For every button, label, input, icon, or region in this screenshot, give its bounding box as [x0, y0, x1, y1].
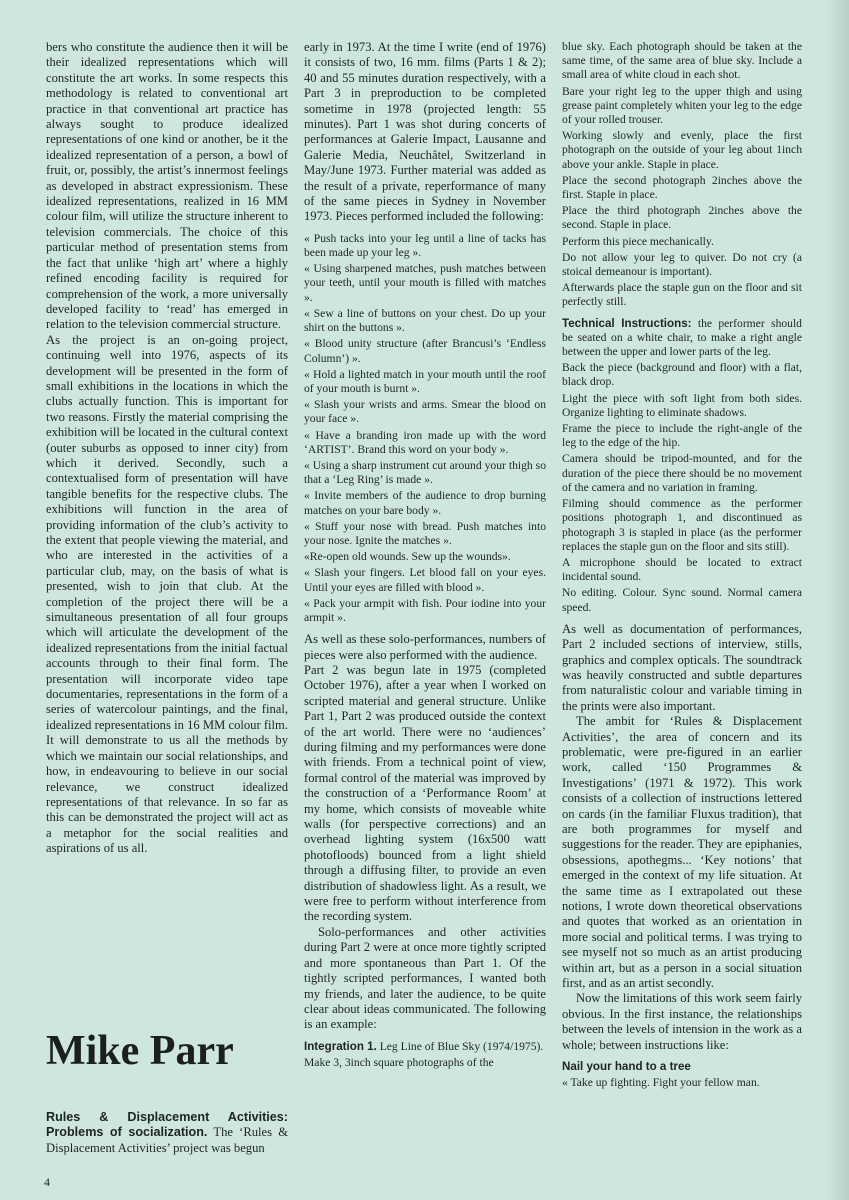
instruction-line: Perform this piece mechanically.	[562, 234, 714, 248]
integration-heading	[304, 1040, 546, 1054]
col2-paragraph: As well as these solo-performances, numbers of pieces were also performed with the audience.	[304, 632, 546, 662]
technical-intro-text: the performer should be seated on a white chair, to make a right angle between the upper and lower parts of the leg.	[562, 316, 802, 359]
col1-paragraph: As the project is an on-going project, continuing well into 1976, aspects of its development will be presented in the form of small exhibitions in the locations in which the clubs actually function. This is important for two reasons. Firstly the material comprising the exhibition will be located in the cultural context (outer suburbs as opposed to inner city) from which it derived. Secondly, such a contextualised form of presentation will have tangible benefits for the respective clubs. The exhibitions will function in the area of providing information of the club’s activity to the extent that people viewing the material, and who are interested in the activities of a particular club, may, on the basis of what is presented, wish to join that club. At the completion of the project there will be a simultaneous presentation of all four groups which will articulate the development of the idealized representations from the initial factual accounts through to their final form. The presentation will incorporate video tape documentaries, representations in the form of a series of watercolour paintings, and the final, idealized representations in 16 MM colour film. It will demonstrate to us all the methods by which we maintain our social relationships, and how, in endeavouring to believe in our social relevance, we construct idealized representations of that relevance. In so far as this can be demonstrated the project will act as a metaphor for the social realities and aspirations of us all.	[46, 332, 288, 856]
column-1	[46, 40, 288, 857]
technical-line: Filming should commence as the performer positions photograph 1, and discontinued as photograph 3 is stapled in place (as the performer replaces the staple gun on the floor and sits still).	[562, 497, 802, 553]
performance-item: « Blood unity structure (after Brancusi’s ‘Endless Column’) ».	[304, 337, 546, 365]
performance-item: « Slash your fingers. Let blood fall on your eyes. Until your eyes are filled with blood ».	[304, 566, 546, 594]
instruction-line: Working slowly and evenly, place the first photograph on the outside of your leg about 1inch above your ankle. Staple in place.	[562, 129, 802, 171]
col2-paragraph: Part 2 was begun late in 1975 (completed October 1976), after a year when I worked on scripted material and general structure. Unlike Part 1, Part 2 was produced outside the context of the art world. There were no ‘audiences’ during filming and my performances were done with friends. From a technical point of view, formal control of the material was improved by the construction of a ‘Performance Room’ at my home, which consists of moveable white walls (for perspective corrections) and an overhead lighting system (16x500 watt photofloods) bounced from a light shield through a diffusing filter, to provide an even distribution of shadowless light. As a result, we were free to perform without interference from the recording system.	[304, 662, 546, 924]
instruction-line: blue sky. Each photograph should be taken at the same time, of the same area of blue sky. Include a small area of white cloud in each shot.	[562, 40, 802, 82]
col2-paragraph: early in 1973. At the time I write (end of 1976) it consists of two, 16 mm. films (Parts 1 & 2); 40 and 55 minutes duration respectively, with a Part 3 in preproduction to be completed sometime in 1978 (projected length: 55 minutes). Part 1 was shot during concerts of performances at Galerie Impact, Lausanne and Galerie Media, Neuchâtel, Switzerland in May/June 1973. Further material was added as the result of a private, reperformance of many of the same pieces in Sydney in November 1973. Pieces performed included the following:	[304, 40, 546, 224]
instruction-line: Bare your right leg to the upper thigh and using grease paint completely whiten your leg to the edge of your rolled trouser.	[562, 84, 802, 127]
technical-line: Frame the piece to include the right-angle of the leg to the edge of the hip.	[562, 422, 802, 450]
col1-paragraph: bers who constitute the audience then it will be their idealized representations which will constitute the art works. In some respects this methodology is related to conventional art practice in that conventional art practice has always sought to produce idealized representations of one kind or another, be it the idealized representation of a person, a bowl of fruit, or, possibly, the artist’s innermost feelings as developed in abstract expressionism. These idealized representations, realized in 16 MM colour film, will utilize the structure inherent to television commercials. The choice of this particular method of presentation stems from the fact that unlike ‘high art’ where a highly refined encoding facility is required for comprehension of the work, a more universally developed facility to ‘read’ has emerged in relation to the television commercial structure.	[46, 40, 288, 332]
col3-paragraph: Now the limitations of this work seem fairly obvious. In the first instance, the relationships between the levels of intension in the work as a whole; between instructions like:	[562, 991, 802, 1052]
performance-item: « Hold a lighted match in your mouth until the roof of your mouth is burnt ».	[304, 367, 546, 395]
instruction-line: Afterwards place the staple gun on the floor and sit perfectly still.	[562, 281, 802, 309]
author-heading: Mike Parr	[46, 1028, 234, 1074]
performance-list	[304, 232, 546, 625]
performance-item: « Using sharpened matches, push matches between your teeth, until your mouth is filled with matches ».	[304, 262, 546, 304]
technical-line: Camera should be tripod-mounted, and for the duration of the piece there should be no movement of the camera and no variation in framing.	[562, 452, 802, 494]
page-edge-shadow	[825, 0, 849, 1200]
technical-line: Back the piece (background and floor) with a flat, black drop.	[562, 361, 802, 389]
intro-paragraph	[46, 1110, 288, 1156]
technical-line: A microphone should be located to extract incidental sound.	[562, 555, 802, 584]
instruction-list	[562, 40, 802, 310]
col3-paragraph: The ambit for ‘Rules & Displacement Activities’, the area of concern and its problematic, were pre-figured in an earlier work, called ‘150 Programmes & Investigations’ (1971 & 1972). This work consists of a collection of instructions lettered on cards (in the familiar Fluxus tradition), that are both programmes for myself and suggestions for the reader. They are epiphanies, obsessions, apothegms... ‘Key notions’ that emerged in the context of my life situation. At the same time as I extrapolated out these notions, I wrote down theoretical observations and quotes that worked as an orientation in more social and political terms. I was trying to see myself not so much as an artist producing within art, but as a person in a social situation first, and as an artist secondly.	[562, 714, 802, 991]
column-2	[304, 40, 546, 1070]
intro-title: Rules & Displacement Activities: Problems of socialization.	[46, 1110, 288, 1140]
technical-label: Technical Instructions:	[562, 316, 692, 330]
col3-paragraph: As well as documentation of performances, Part 2 included sections of interview, stills, graphics and complex opticals. The soundtrack was heavily constructed and subtle departures from naturalistic colour and variable timing in the prints were also important.	[562, 621, 802, 713]
technical-intro	[562, 317, 802, 360]
performance-item: « Invite members of the audience to drop burning matches on your bare body ».	[304, 489, 546, 517]
intro-text: The ‘Rules & Displacement Activities’ project was begun	[46, 1125, 288, 1155]
performance-item: « Pack your armpit with fish. Pour iodine into your armpit ».	[304, 596, 546, 624]
instruction-line: Place the second photograph 2inches above the first. Staple in place.	[562, 173, 802, 202]
col2-paragraph: Solo-performances and other activities during Part 2 were at once more tightly scripted and more spontaneous than Part 1. Of the tightly scripted performances, I wanted both my friends, and later the audience, to be quite clear about ideas communicated. The following is an example:	[304, 924, 546, 1032]
col2-paragraph: Make 3, 3inch square photographs of the	[304, 1055, 494, 1069]
technical-line: Light the piece with soft light from both sides. Organize lighting to eliminate shadows.	[562, 391, 802, 419]
page-number: 4	[44, 1175, 50, 1189]
integration-label: Integration 1.	[304, 1039, 377, 1053]
performance-item: « Push tacks into your leg until a line of tacks has been made up your leg ».	[304, 231, 546, 260]
technical-line: No editing. Colour. Sync sound. Normal camera speed.	[562, 586, 802, 614]
performance-item: « Stuff your nose with bread. Push matches into your nose. Ignite the matches ».	[304, 519, 546, 547]
performance-item: « Slash your wrists and arms. Smear the blood on your face ».	[304, 398, 546, 426]
nail-label: Nail your hand to a tree	[562, 1060, 691, 1074]
column-3	[562, 40, 802, 1091]
performance-item: «Re-open old wounds. Sew up the wounds».	[304, 550, 511, 564]
performance-item: « Have a branding iron made up with the word ‘ARTIST’. Brand this word on your body ».	[304, 428, 546, 456]
instruction-line: Place the third photograph 2inches above the second. Staple in place.	[562, 204, 802, 232]
integration-title: Leg Line of Blue Sky (1974/1975).	[376, 1039, 544, 1053]
instruction-line: Do not allow your leg to quiver. Do not cry (a stoical demeanour is important).	[562, 250, 802, 279]
col3-last-line: « Take up fighting. Fight your fellow man.	[562, 1076, 760, 1090]
nail-heading	[562, 1060, 802, 1074]
technical-instructions	[562, 317, 802, 615]
performance-item: « Using a sharp instrument cut around your thigh so that a ‘Leg Ring’ is made ».	[304, 458, 546, 487]
performance-item: « Sew a line of buttons on your chest. Do up your shirt on the buttons ».	[304, 306, 546, 335]
